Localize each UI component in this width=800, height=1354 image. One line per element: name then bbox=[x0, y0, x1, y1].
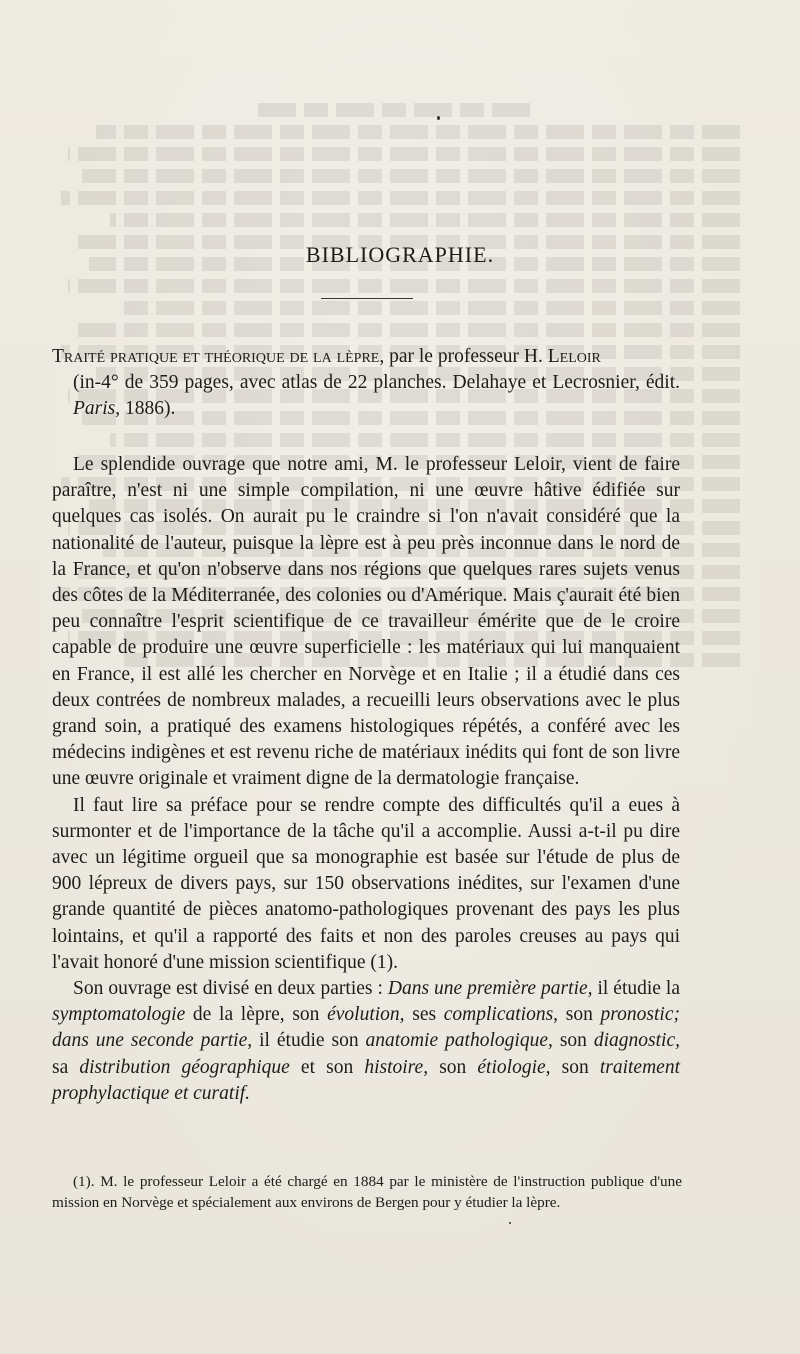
p3-emphasis: anatomie pathologique, bbox=[365, 1030, 553, 1052]
ink-speck bbox=[437, 116, 440, 120]
author-name: Leloir bbox=[547, 346, 601, 367]
p3-text: son bbox=[558, 1004, 601, 1026]
author-prefix: par le professeur H. bbox=[384, 346, 548, 367]
p3-text: son bbox=[550, 1056, 600, 1078]
p3-emphasis: étiologie, bbox=[477, 1056, 551, 1078]
p3-emphasis: Dans une première partie, bbox=[387, 978, 593, 1000]
reference-details-line-1: (in-4° de 359 pages, avec atlas de 22 planches. Delahaye et Lecrosnier, bbox=[73, 372, 640, 394]
reference-place: Paris, bbox=[73, 398, 121, 420]
reference-line-1 bbox=[52, 344, 680, 370]
paragraph-1: Le splendide ouvrage que notre ami, M. le professeur Leloir, vient de faire paraître, n'est ni une simple compilation, ni une œuvre hâtive édifiée sur quelques cas isolés. On aurait pu le craindre si l'on n'avait considéré que la nationalité de l'auteur, puisque la lèpre est à peu près inconnue dans le nord de la France, et qu'on n'observe dans nos régions que quelques rares sujets venus des côtes de la Méditerranée, des colonies ou d'Amérique. Mais ç'aurait été bien peu connaître l'esprit scientifique de ce travailleur émérite que de le croire capable de produire une œuvre superficielle : les matériaux qui lui manquaient en France, il est allé les chercher en Norvège et en Italie ; il a étudié dans ces deux contrées de nombreux malades, a recueilli leurs observations avec le plus grand soin, a pratiqué des examens histologiques répétés, a conféré avec les médecins indigènes et est revenu riche de matériaux inédits qui font de son livre une œuvre originale et vraiment digne de la dermatologie française. bbox=[52, 454, 680, 790]
p3-text: il étudie la bbox=[592, 978, 680, 1000]
review-body bbox=[52, 452, 680, 1107]
p3-text: il étudie son bbox=[252, 1030, 366, 1052]
ink-speck bbox=[509, 1222, 511, 1224]
page-title: BIBLIOGRAPHIE. bbox=[305, 242, 495, 267]
p3-emphasis: diagnostic, bbox=[593, 1030, 680, 1052]
p3-text: son bbox=[552, 1030, 594, 1052]
footnote: (1). M. le professeur Leloir a été chargé en 1884 par le ministère de l'instruction publique d'une mission en Norvège et spécialement aux environs de Bergen pour y étudier la lèpre. bbox=[52, 1173, 682, 1211]
p3-text: de la lèpre, son bbox=[185, 1004, 328, 1026]
p3-text: sa bbox=[52, 1056, 80, 1078]
paragraph-2: Il faut lire sa préface pour se rendre compte des difficultés qu'il a eues à surmonter et de l'importance de la tâche qu'il a accomplie. Aussi a-t-il pu dire avec un légitime orgueil que sa monographie est basée sur l'étude de plus de 900 lépreux de divers pays, sur 150 observations inédites, sur l'examen d'une grande quantité de pièces anatomo-pathologiques provenant des pays les plus lointains, et qu'il a rapporté des faits et non des paroles creuses au pays qui l'avait honoré d'une mission scientifique (1). bbox=[52, 794, 680, 973]
p3-text: ses bbox=[404, 1004, 444, 1026]
p3-emphasis: distribution géographique bbox=[79, 1056, 290, 1078]
reference-details bbox=[52, 370, 680, 422]
p3-text: son bbox=[428, 1056, 478, 1078]
p3-emphasis: complications, bbox=[443, 1004, 559, 1026]
reference-details-line-2-start: édit. bbox=[645, 372, 681, 394]
p3-text: et son bbox=[289, 1056, 365, 1078]
reference-details-line-2-end: 1886). bbox=[120, 398, 176, 420]
book-reference bbox=[52, 344, 680, 423]
p3-emphasis: symptomatologie bbox=[52, 1004, 186, 1026]
paragraph-3 bbox=[52, 976, 680, 1107]
book-title: Traité pratique et théorique de la lèpre, bbox=[52, 346, 385, 367]
p3-emphasis: traitement prophylactique et curatif. bbox=[52, 1056, 680, 1104]
title-divider bbox=[321, 298, 413, 299]
p3-emphasis: histoire, bbox=[364, 1056, 429, 1078]
p3-text: Son ouvrage est divisé en deux parties : bbox=[73, 978, 388, 1000]
p3-emphasis: évolution, bbox=[327, 1004, 405, 1026]
p3-emphasis: pronostic; dans une seconde partie, bbox=[52, 1004, 680, 1052]
